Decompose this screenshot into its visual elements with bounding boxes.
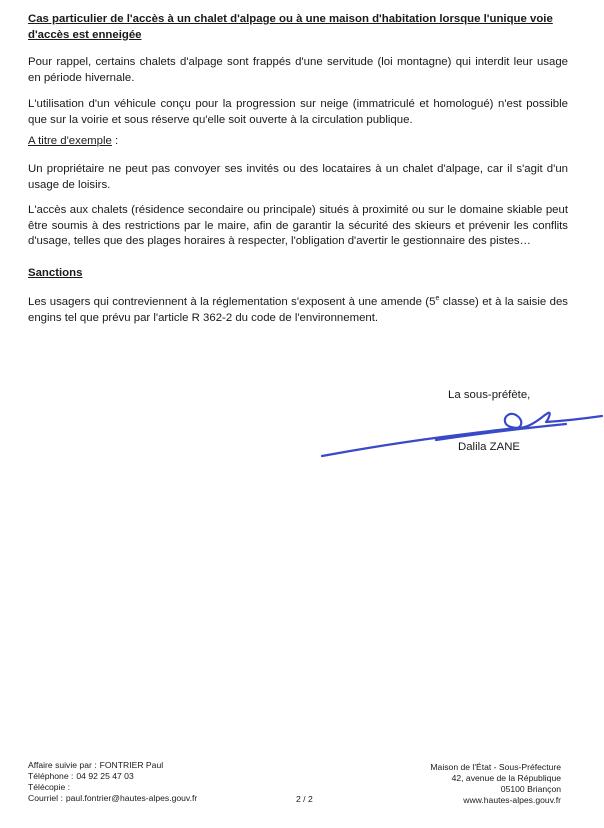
footer-courriel-label: Courriel : [28,793,63,803]
example-heading-text: A titre d'exemple [28,135,112,147]
footer-website: www.hautes-alpes.gouv.fr [463,795,561,805]
footer-courriel-value: paul.fontrier@hautes-alpes.gouv.fr [65,793,198,803]
paragraph-sanctions [28,295,568,326]
footer-address-line1: Maison de l'État - Sous-Préfecture [430,762,561,772]
footer-telephone-value: 04 92 25 47 03 [76,771,134,781]
footer-telephone-label: Téléphone : [28,771,74,781]
example-heading [28,134,568,150]
signature-role: La sous-préfète, [448,389,531,401]
footer-address [430,762,561,806]
section-title: Cas particulier de l'accès à un chalet d'alpage ou à une maison d'habitation lorsque l'unique voie d'accès est enneigée [28,13,553,41]
footer-address-line2: 42, avenue de la République [451,773,561,783]
footer-telecopie-label: Télécopie : [28,782,71,792]
footer-affaire-line [28,760,197,771]
footer-affaire-value: FONTRIER Paul [99,760,164,770]
paragraph-rappel: Pour rappel, certains chalets d'alpage sont frappés d'une servitude (loi montagne) qui interdit leur usage en période hivernale. [28,56,568,84]
page-number: 2 / 2 [296,794,313,804]
footer-affaire-label: Affaire suivie par : [28,760,97,770]
footer-address-line3: 05100 Briançon [500,784,561,794]
footer-contact [28,760,197,804]
paragraph-proprietaire: Un propriétaire ne peut pas convoyer ses invités ou des locataires à un chalet d'alpage, car il s'agit d'un usage de loisirs. [28,163,568,191]
sanctions-text-part2: classe) et à la saisie des engins tel que prévu par l'article R 362-2 du code de l'environnement. [28,296,568,324]
paragraph-vehicule: L'utilisation d'un véhicule conçu pour la progression sur neige (immatriculé et homologué) n'est possible que sur la voirie et sous réserve qu'elle soit ouverte à la circulation publique. [28,98,568,126]
footer-telephone-line [28,771,197,782]
sanctions-heading: Sanctions [28,267,83,279]
paragraph-acces-chalets: L'accès aux chalets (résidence secondaire ou principale) situés à proximité ou sur le domaine skiable peut être soumis à des restrictions par le maire, afin de garantir la sécurité des skieurs et prévenir les conflits d'usage, telles que des plages horaires à respecter, l'obligation d'avertir le gestionnaire des pistes… [28,204,568,247]
sanctions-text-part1: Les usagers qui contreviennent à la réglementation s'exposent à une amende (5 [28,296,436,308]
signatory-name: Dalila ZANE [458,441,521,453]
footer-courriel-line [28,793,197,804]
sanctions-superscript: e [435,295,440,303]
footer-telecopie-line [28,782,197,793]
example-heading-colon: : [111,135,119,147]
